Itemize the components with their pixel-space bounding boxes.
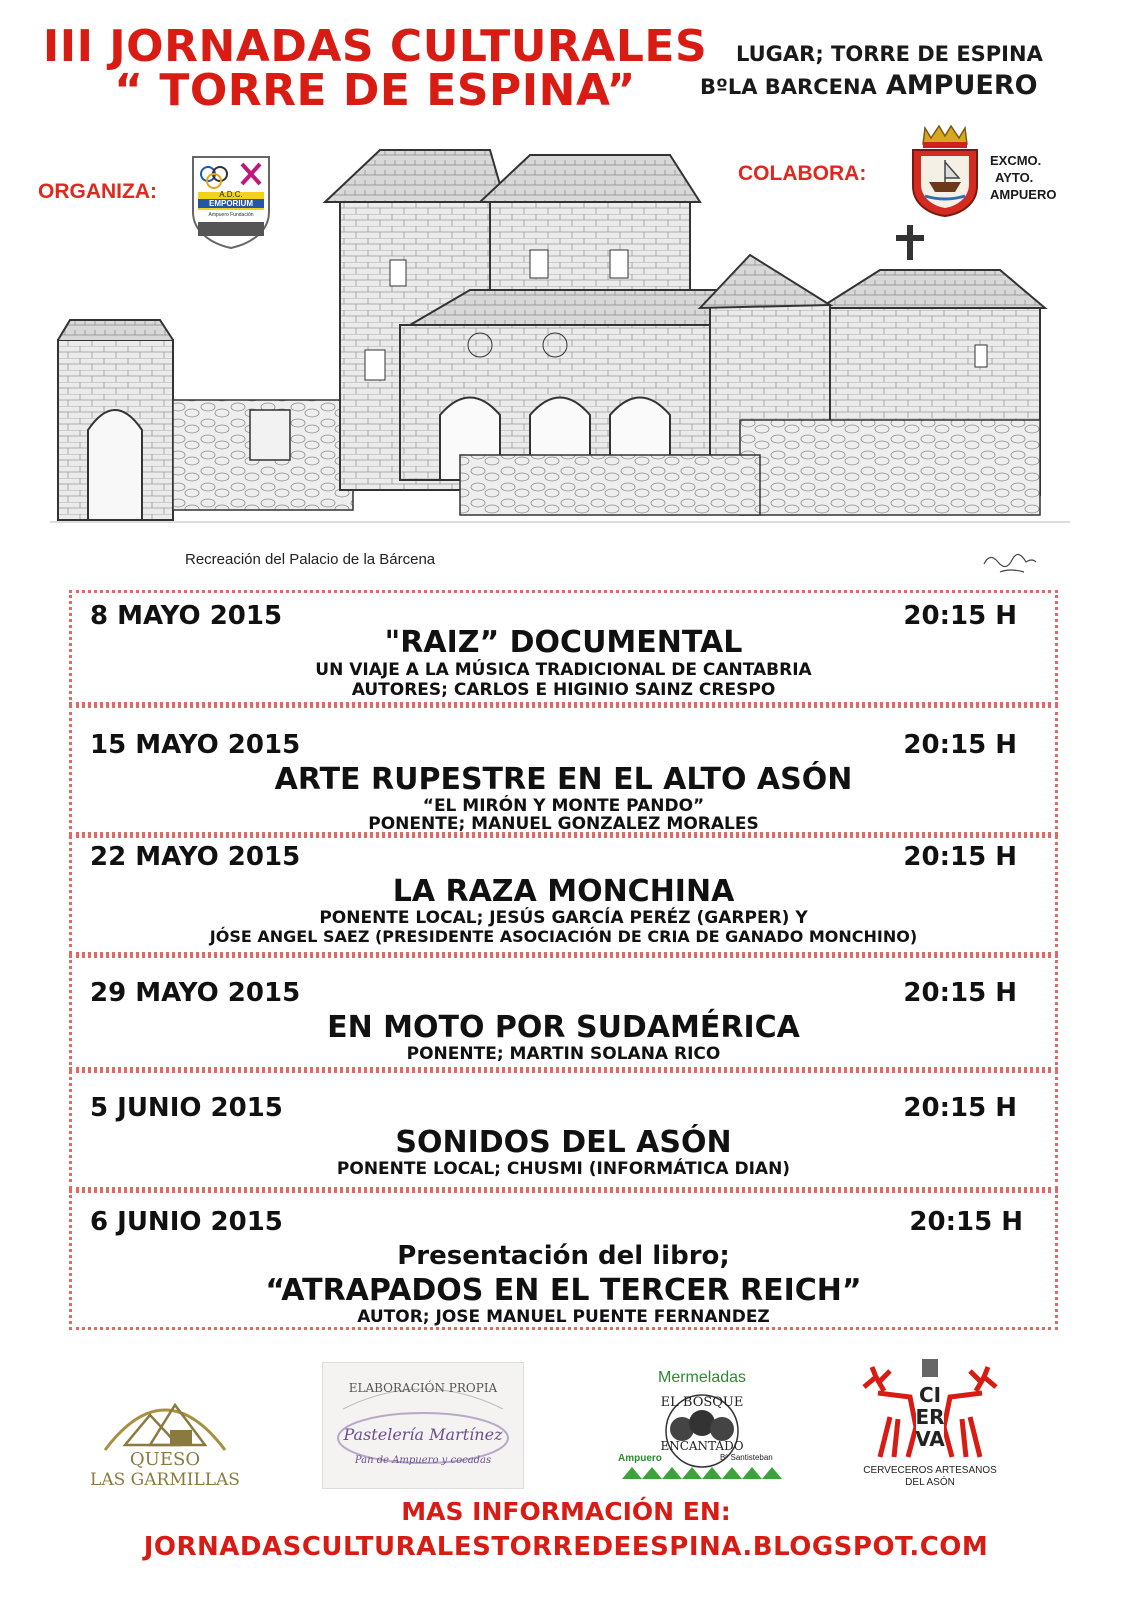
- event-title: SONIDOS DEL ASÓN: [395, 1125, 732, 1160]
- blog-link[interactable]: JORNADASCULTURALESTORREDEESPINA.BLOGSPOT.COM: [143, 1532, 989, 1562]
- event-time: 20:15 H: [909, 1207, 1023, 1237]
- event-credit: AUTOR; JOSE MANUEL PUENTE FERNANDEZ: [357, 1307, 770, 1327]
- event-subtitle: UN VIAJE A LA MÚSICA TRADICIONAL DE CANTABRIA: [315, 660, 812, 680]
- event-subtitle: “EL MIRÓN Y MONTE PANDO”: [422, 796, 705, 816]
- sponsor-queso-las-garmillas: [90, 1375, 240, 1495]
- sponsor-cierva-line3: VA: [915, 1427, 945, 1451]
- sponsor-cierva-line1: CI: [918, 1383, 942, 1407]
- illustration-caption: Recreación del Palacio de la Bárcena: [185, 551, 436, 568]
- venue-line1: LUGAR; TORRE DE ESPINA: [736, 42, 1043, 66]
- venue-town: AMPUERO: [885, 70, 1038, 101]
- event-date: 5 JUNIO 2015: [90, 1093, 283, 1123]
- event-date: 15 MAYO 2015: [90, 730, 301, 760]
- town-hall-line2: AYTO.: [995, 170, 1034, 185]
- town-hall-line1: EXCMO.: [990, 153, 1042, 168]
- sponsor-pasteleria-line2: Pastelería Martínez: [343, 1425, 503, 1444]
- event-credit: AUTORES; CARLOS E HIGINIO SAINZ CRESPO: [351, 680, 776, 700]
- event-time: 20:15 H: [903, 1093, 1017, 1123]
- event-time: 20:15 H: [903, 842, 1017, 872]
- event-title-line1: III JORNADAS CULTURALES: [42, 21, 708, 72]
- sponsor-mermeladas-line1: Mermeladas: [657, 1369, 747, 1386]
- event-time: 20:15 H: [903, 978, 1017, 1008]
- venue-line2: [700, 70, 1038, 101]
- organizer-logo-text2: EMPORIUM: [209, 199, 253, 208]
- sponsor-mermeladas-el-bosque: [612, 1365, 792, 1490]
- sponsor-queso-line2: LAS GARMILLAS: [90, 1470, 240, 1490]
- event-subtitle: PONENTE LOCAL; JESÚS GARCÍA PERÉZ (GARPER) Y: [319, 908, 808, 928]
- event-title: “ATRAPADOS EN EL TERCER REICH”: [265, 1273, 862, 1308]
- sponsor-cierva-line5: DEL ASÓN: [905, 1477, 955, 1488]
- event-time: 20:15 H: [903, 730, 1017, 760]
- event-card: [69, 835, 1058, 955]
- event-credit: PONENTE LOCAL; CHUSMI (INFORMÁTICA DIAN): [336, 1159, 791, 1179]
- sponsor-mermeladas-line2: EL BOSQUE: [660, 1395, 744, 1410]
- event-time: 20:15 H: [903, 601, 1017, 631]
- sponsor-mermeladas-line4: Ampuero: [618, 1453, 662, 1464]
- sponsor-mermeladas-line5: Bº Santisteban: [720, 1453, 773, 1462]
- sponsor-cierva-line4: CERVECEROS ARTESANOS: [863, 1465, 997, 1476]
- colabora-label: COLABORA:: [738, 162, 867, 185]
- sponsor-cierva: [850, 1357, 1010, 1492]
- more-info-label: MAS INFORMACIÓN EN:: [401, 1497, 731, 1526]
- organiza-label: ORGANIZA:: [38, 180, 157, 203]
- event-credit: PONENTE; MANUEL GONZALEZ MORALES: [368, 814, 759, 834]
- venue-neighbourhood: BºLA BARCENA: [700, 75, 877, 99]
- event-title-intro: Presentación del libro;: [397, 1241, 730, 1271]
- event-title: LA RAZA MONCHINA: [392, 874, 735, 909]
- sponsor-pasteleria-line1: ELABORACIÓN PROPIA: [348, 1381, 498, 1395]
- sponsor-mermeladas-line3: ENCANTADO: [660, 1439, 744, 1453]
- event-card: [69, 955, 1058, 1070]
- sponsor-queso-line1: QUESO: [129, 1449, 201, 1470]
- organizer-logo-text1: A.D.C.: [219, 190, 243, 199]
- event-title: "RAIZ” DOCUMENTAL: [384, 625, 743, 660]
- event-card: [69, 705, 1058, 835]
- town-hall-line3: AMPUERO: [990, 187, 1057, 202]
- palace-illustration: [50, 130, 1070, 545]
- sponsor-pasteleria-line3: Pan de Ampuero y cocadas: [354, 1455, 492, 1466]
- event-date: 8 MAYO 2015: [90, 601, 283, 631]
- event-date: 29 MAYO 2015: [90, 978, 301, 1008]
- sponsor-pasteleria-martinez: [322, 1362, 524, 1489]
- sponsor-cierva-line2: ER: [915, 1405, 945, 1429]
- organizer-logo-text3: Ampuero Fundación: [208, 212, 254, 218]
- event-card: [69, 1070, 1058, 1190]
- artist-signature: [980, 550, 1040, 580]
- event-title: EN MOTO POR SUDAMÉRICA: [327, 1010, 800, 1045]
- event-card: [69, 590, 1058, 705]
- event-title-line2: “ TORRE DE ESPINA”: [114, 65, 636, 116]
- event-date: 6 JUNIO 2015: [90, 1207, 283, 1237]
- event-credit: PONENTE; MARTIN SOLANA RICO: [406, 1044, 721, 1064]
- event-credit: JÓSE ANGEL SAEZ (PRESIDENTE ASOCIACIÓN DE CRIA DE GANADO MONCHINO): [209, 927, 918, 946]
- event-date: 22 MAYO 2015: [90, 842, 301, 872]
- event-title: ARTE RUPESTRE EN EL ALTO ASÓN: [274, 762, 853, 797]
- event-card: [69, 1190, 1058, 1330]
